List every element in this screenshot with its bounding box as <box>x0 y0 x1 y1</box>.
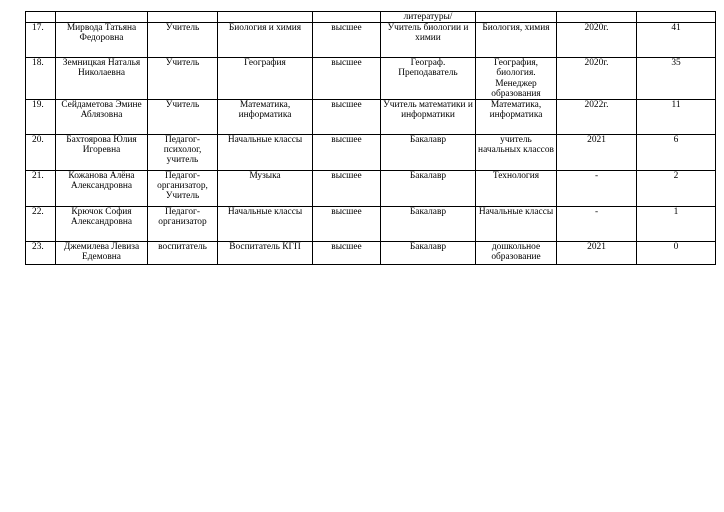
cell-year: 2020г. <box>557 58 637 100</box>
cell-specialty: дошкольное образование <box>476 242 557 265</box>
cell-subject: Начальные классы <box>218 135 313 171</box>
cell-year <box>557 12 637 23</box>
cell-position: Педагог-организатор, Учитель <box>148 171 218 207</box>
cell-name: Крючок София Александровна <box>56 207 148 242</box>
cell-specialty: География, биология. Менеджер образования <box>476 58 557 100</box>
cell-hours: 1 <box>637 207 716 242</box>
cell-num: 20. <box>26 135 56 171</box>
cell-qualification: Бакалавр <box>381 242 476 265</box>
cell-hours <box>637 12 716 23</box>
cell-position: воспитатель <box>148 242 218 265</box>
cell-name: Кожанова Алёна Александровна <box>56 171 148 207</box>
cell-subject: География <box>218 58 313 100</box>
cell-qualification: Бакалавр <box>381 207 476 242</box>
cell-position: Учитель <box>148 58 218 100</box>
cell-num: 19. <box>26 100 56 135</box>
cell-year: - <box>557 171 637 207</box>
cell-year: - <box>557 207 637 242</box>
cell-specialty: учитель начальных классов <box>476 135 557 171</box>
cell-subject: Воспитатель КГП <box>218 242 313 265</box>
cell-position: Педагог-организатор <box>148 207 218 242</box>
cell-education: высшее <box>313 58 381 100</box>
cell-subject: Музыка <box>218 171 313 207</box>
cell-hours: 41 <box>637 23 716 58</box>
cell-education: высшее <box>313 207 381 242</box>
cell-specialty: Технология <box>476 171 557 207</box>
cell-position: Педагог-психолог, учитель <box>148 135 218 171</box>
cell-education <box>313 12 381 23</box>
cell-num: 22. <box>26 207 56 242</box>
table-row <box>26 23 716 58</box>
cell-hours: 6 <box>637 135 716 171</box>
cell-subject: Начальные классы <box>218 207 313 242</box>
cell-qualification: Учитель математики и информатики <box>381 100 476 135</box>
cell-year: 2022г. <box>557 100 637 135</box>
cell-specialty: Математика, информатика <box>476 100 557 135</box>
table-row <box>26 207 716 242</box>
cell-education: высшее <box>313 23 381 58</box>
cell-num: 21. <box>26 171 56 207</box>
table-row <box>26 135 716 171</box>
cell-specialty: Начальные классы <box>476 207 557 242</box>
cell-year: 2021 <box>557 242 637 265</box>
cell-education: высшее <box>313 100 381 135</box>
table-row <box>26 58 716 100</box>
cell-name: Мирвода Татьяна Федоровна <box>56 23 148 58</box>
cell-num: 23. <box>26 242 56 265</box>
cell-num: 18. <box>26 58 56 100</box>
cell-qualification: Бакалавр <box>381 171 476 207</box>
cell-position <box>148 12 218 23</box>
cell-qualification: Бакалавр <box>381 135 476 171</box>
cell-qualification: литературы/ <box>381 12 476 23</box>
cell-hours: 35 <box>637 58 716 100</box>
cell-name: Бахтоярова Юлия Игоревна <box>56 135 148 171</box>
table-row <box>26 242 716 265</box>
cell-position: Учитель <box>148 23 218 58</box>
cell-name: Земницкая Наталья Николаевна <box>56 58 148 100</box>
cell-hours: 11 <box>637 100 716 135</box>
cell-year: 2021 <box>557 135 637 171</box>
cell-hours: 2 <box>637 171 716 207</box>
table-row <box>26 100 716 135</box>
cell-name: Сейдаметова Эмине Аблязовна <box>56 100 148 135</box>
table-row <box>26 171 716 207</box>
cell-position: Учитель <box>148 100 218 135</box>
cell-qualification: Географ. Преподаватель <box>381 58 476 100</box>
cell-hours: 0 <box>637 242 716 265</box>
cell-name <box>56 12 148 23</box>
cell-specialty <box>476 12 557 23</box>
cell-education: высшее <box>313 242 381 265</box>
cell-subject: Математика, информатика <box>218 100 313 135</box>
staff-table <box>25 11 716 265</box>
cell-year: 2020г. <box>557 23 637 58</box>
cell-qualification: Учитель биологии и химии <box>381 23 476 58</box>
cell-education: высшее <box>313 171 381 207</box>
cell-education: высшее <box>313 135 381 171</box>
cell-num <box>26 12 56 23</box>
cell-specialty: Биология, химия <box>476 23 557 58</box>
cell-num: 17. <box>26 23 56 58</box>
table-row-continued <box>26 12 716 23</box>
cell-subject: Биология и химия <box>218 23 313 58</box>
cell-name: Джемилева Левиза Едемовна <box>56 242 148 265</box>
cell-subject <box>218 12 313 23</box>
